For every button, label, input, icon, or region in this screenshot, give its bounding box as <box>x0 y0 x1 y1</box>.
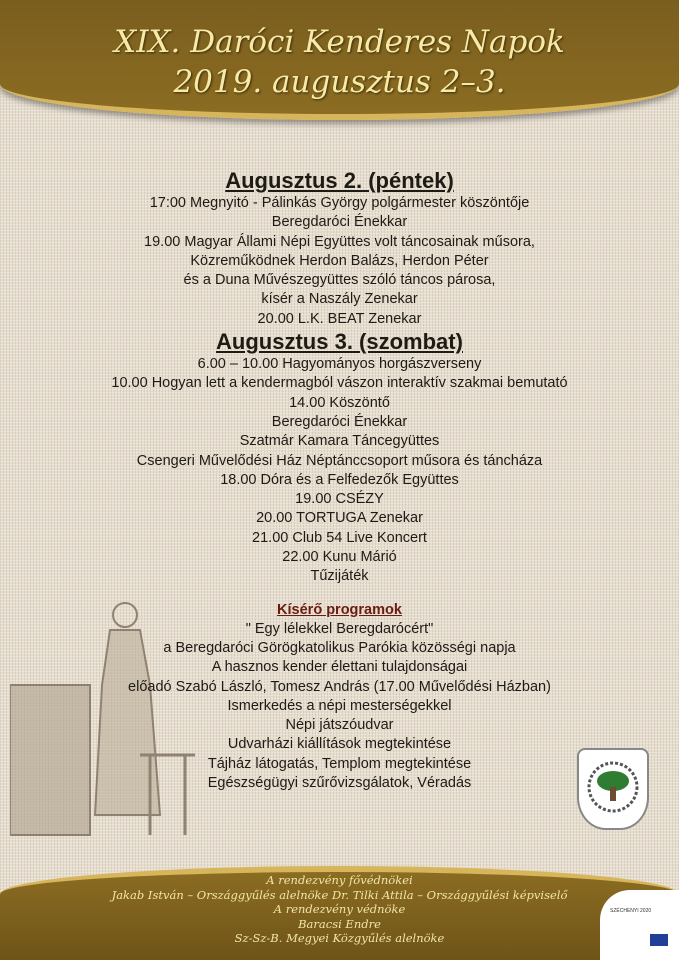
day1-heading: Augusztus 2. (péntek) <box>225 168 454 193</box>
program-item: 10.00 Hogyan lett a kendermagból vászon interaktív szakmai bemutató <box>111 375 568 392</box>
program-item: Egészségügyi szűrővizsgálatok, Véradás <box>207 775 472 792</box>
event-date: 2019. augusztus 2–3. <box>173 64 506 100</box>
patrons <box>0 873 679 946</box>
patrons-line: A rendezvény fővédnökei <box>266 873 413 887</box>
patrons-line: A rendezvény védnöke <box>273 902 406 916</box>
program-item: 22.00 Kunu Márió <box>282 549 397 566</box>
program-item: 19.00 CSÉZY <box>295 491 384 508</box>
program-item: Csengeri Művelődési Ház Néptánccsoport műsora és táncháza <box>136 452 543 469</box>
program-item: és a Duna Művészegyüttes szóló táncos párosa, <box>183 272 496 289</box>
patrons-line: Baracsi Endre <box>298 916 381 931</box>
program-item: előadó Szabó László, Tomesz András (17.00 Művelődési Házban) <box>128 678 551 695</box>
program-item: Tájház látogatás, Templom megtekintése <box>207 755 472 772</box>
patrons-line: Sz-Sz-B. Megyei Közgyűlés alelnöke <box>234 931 445 945</box>
badge-label: SZÉCHENYI 2020 <box>610 908 652 914</box>
program-item: Közreműködnek Herdon Balázs, Herdon Péter <box>190 252 489 269</box>
program-item: Tűzijáték <box>310 568 369 585</box>
program-item: 6.00 – 10.00 Hagyományos horgászverseny <box>197 356 482 373</box>
side-programs-heading: Kísérő programok <box>277 601 402 618</box>
day2-heading: Augusztus 3. (szombat) <box>216 329 463 355</box>
program-item: Ismerkedés a népi mesterségekkel <box>227 697 452 714</box>
patrons-line: Jakab István – Országgyűlés alelnöke Dr. Tilki Attila – Országgyűlési képviselő <box>111 887 568 902</box>
program-item: Udvarházi kiállítások megtekintése <box>227 736 452 753</box>
program-item: Szatmár Kamara Táncegyüttes <box>239 433 440 450</box>
program-item: 20.00 TORTUGA Zenekar <box>256 510 423 527</box>
program-item: 20.00 L.K. BEAT Zenekar <box>257 310 422 327</box>
program-item: 14.00 Köszöntő <box>289 394 390 411</box>
program-item: Beregdaróci Énekkar <box>271 214 408 231</box>
eu-flag-icon <box>650 934 668 946</box>
program-item: Népi játszóudvar <box>285 717 394 734</box>
beregdaroc-coat-of-arms-logo <box>577 748 649 830</box>
program <box>0 168 679 793</box>
program-item: 19.00 Magyar Állami Népi Együttes volt táncosainak műsora, <box>144 233 535 250</box>
szechenyi-2020-badge <box>600 890 679 960</box>
program-item: Beregdaróci Énekkar <box>271 413 408 430</box>
program-item: " Egy lélekkel Beregdarócért" <box>245 620 434 637</box>
program-item: kísér a Naszály Zenekar <box>261 291 418 308</box>
header-banner <box>0 0 679 120</box>
program-item: 17:00 Megnyitó - Pálinkás György polgármester köszöntője <box>149 195 530 211</box>
program-item: A hasznos kender élettani tulajdonságai <box>211 659 468 676</box>
program-item: 18.00 Dóra és a Felfedezők Együttes <box>220 471 459 488</box>
program-item: 21.00 Club 54 Live Koncert <box>252 529 427 546</box>
program-item: a Beregdaróci Görögkatolikus Parókia közösségi napja <box>163 639 516 656</box>
event-title: XIX. Daróci Kenderes Napok <box>114 24 565 60</box>
